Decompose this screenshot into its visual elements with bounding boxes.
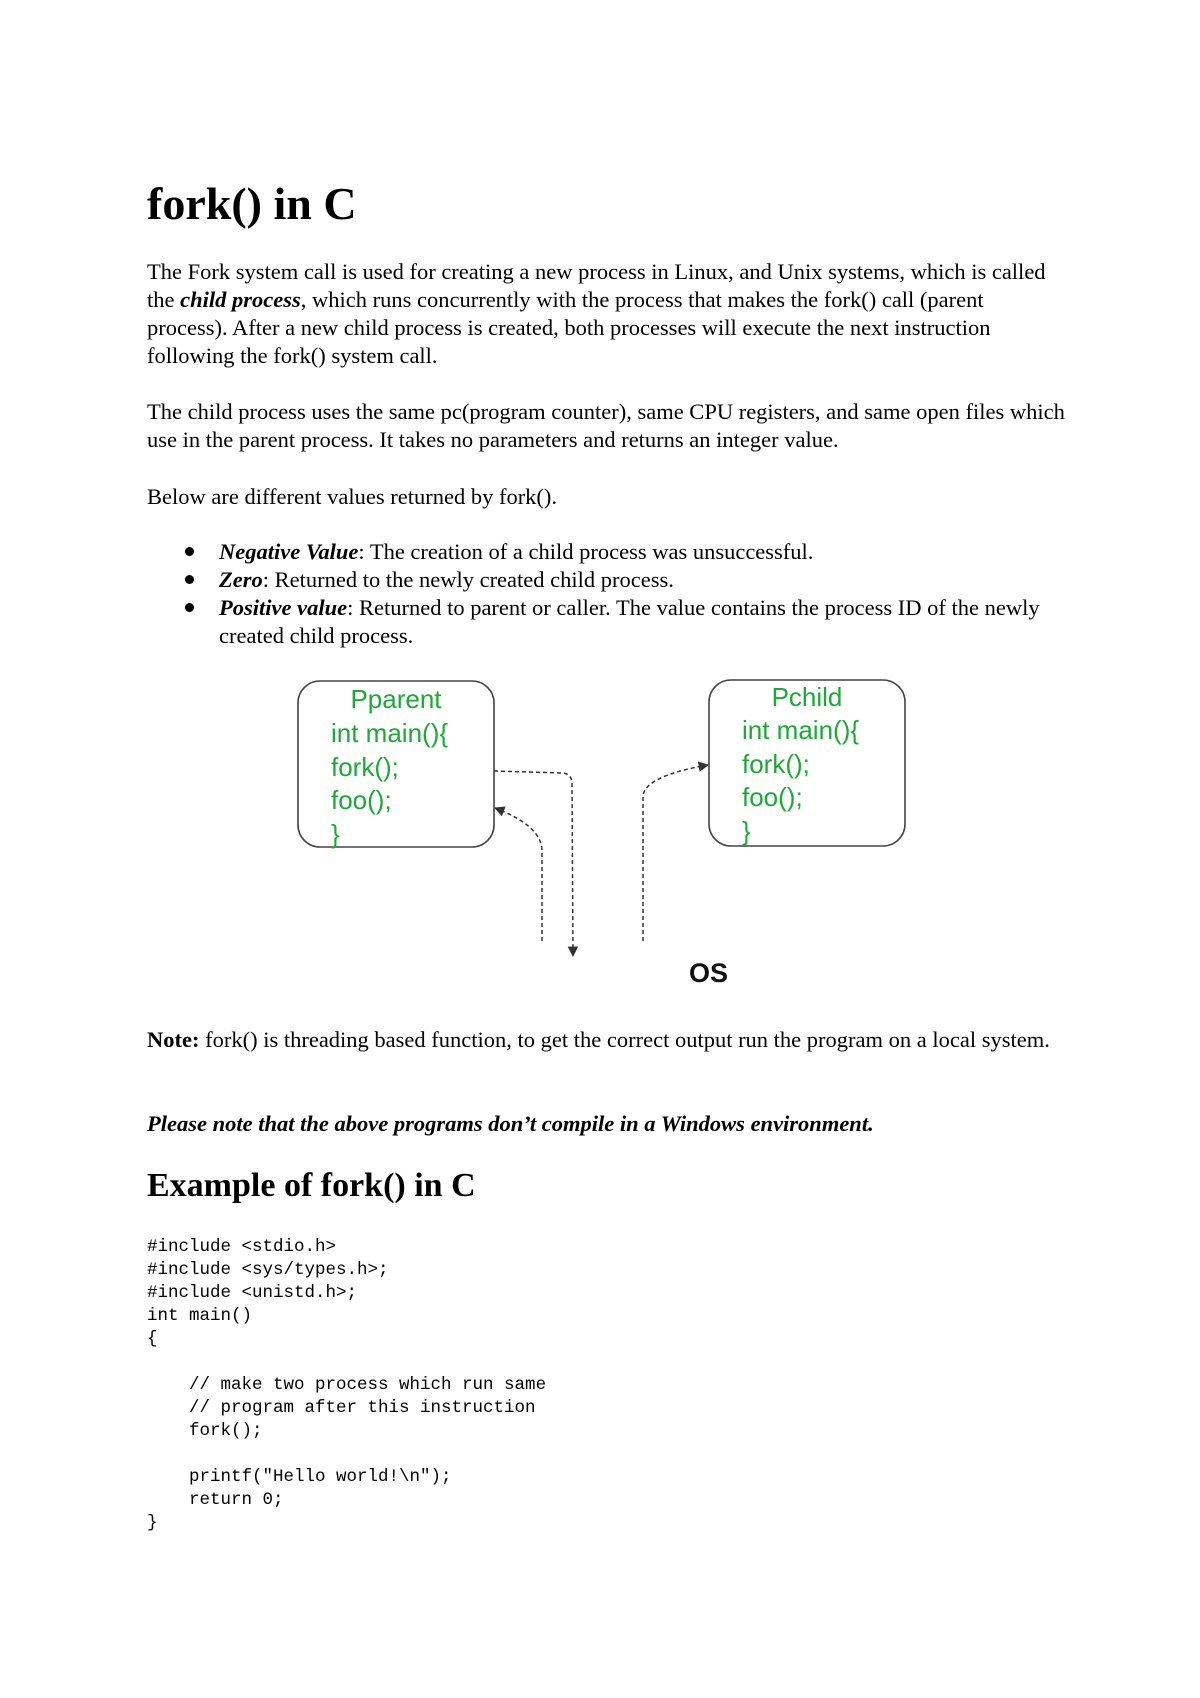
- parent-box-line: foo();: [331, 785, 392, 815]
- code-line: fork();: [147, 1421, 263, 1441]
- code-block: [147, 1236, 546, 1535]
- child-box-line: foo();: [742, 782, 803, 812]
- code-line: // program after this instruction: [147, 1398, 536, 1418]
- list-item-term: Negative Value: [219, 539, 359, 564]
- intro-text-part1: The Fork system call is used for creating a new process in Linux, and Unix systems, which is called the: [147, 259, 1046, 312]
- list-item: [147, 538, 1067, 566]
- list-item-text: : Returned to the newly created child process.: [262, 567, 674, 592]
- list-item: [147, 566, 1067, 594]
- fork-call-arrow: [494, 771, 573, 956]
- code-line: int main(): [147, 1306, 253, 1326]
- list-item-text: : Returned to parent or caller. The value contains the process ID of the newly created child process.: [219, 595, 1040, 648]
- fork-diagram: [293, 676, 933, 996]
- code-line: // make two process which run same: [147, 1375, 547, 1395]
- code-line: printf("Hello world!\n");: [147, 1467, 452, 1487]
- child-process-term: child process: [180, 287, 301, 312]
- return-to-parent-arrow: [495, 808, 542, 941]
- parent-box-line: }: [331, 819, 340, 849]
- child-box-line: }: [742, 816, 751, 846]
- child-process-paragraph: The child process uses the same pc(program counter), same CPU registers, and same open files which use in the parent process. It takes no parameters and returns an integer value.: [147, 399, 1065, 452]
- parent-box-title: Pparent: [350, 684, 442, 714]
- bullet-icon: [185, 603, 194, 612]
- code-line: return 0;: [147, 1490, 284, 1510]
- bullet-icon: [185, 575, 194, 584]
- intro-paragraph: [147, 258, 1067, 370]
- parent-box-line: fork();: [331, 752, 399, 782]
- intro-text-part2: , which runs concurrently with the process that makes the fork() call (parent process). After a new child process is created, both processes will execute the next instruction following the fork() system call.: [147, 287, 991, 368]
- os-label: OS: [689, 958, 729, 988]
- bullet-icon: [185, 547, 194, 556]
- windows-warning: Please note that the above programs don’t compile in a Windows environment.: [147, 1111, 874, 1136]
- code-line: #include <unistd.h>;: [147, 1283, 358, 1303]
- create-child-arrow: [643, 765, 708, 941]
- code-line: }: [147, 1513, 158, 1533]
- note-text: fork() is threading based function, to get the correct output run the program on a local system.: [199, 1027, 1050, 1052]
- return-values-intro: Below are different values returned by fork().: [147, 484, 558, 509]
- list-item: [147, 594, 1067, 650]
- example-heading: Example of fork() in C: [147, 1167, 476, 1204]
- code-line: [147, 1443, 546, 1466]
- code-line: {: [147, 1329, 158, 1349]
- note-paragraph: [147, 1026, 1067, 1054]
- parent-box-line: int main(){: [331, 718, 449, 748]
- list-item-term: Zero: [219, 567, 263, 592]
- return-values-list: [147, 538, 1067, 650]
- code-line: #include <sys/types.h>;: [147, 1260, 389, 1280]
- page-title: fork() in C: [147, 178, 357, 229]
- child-box-line: int main(){: [742, 715, 860, 745]
- list-item-text: : The creation of a child process was unsuccessful.: [358, 539, 814, 564]
- list-item-term: Positive value: [219, 595, 348, 620]
- note-label: Note:: [147, 1027, 200, 1052]
- child-box-title: Pchild: [771, 682, 843, 712]
- code-line: #include <stdio.h>: [147, 1237, 337, 1257]
- child-box-line: fork();: [742, 749, 810, 779]
- code-line: [147, 1351, 546, 1374]
